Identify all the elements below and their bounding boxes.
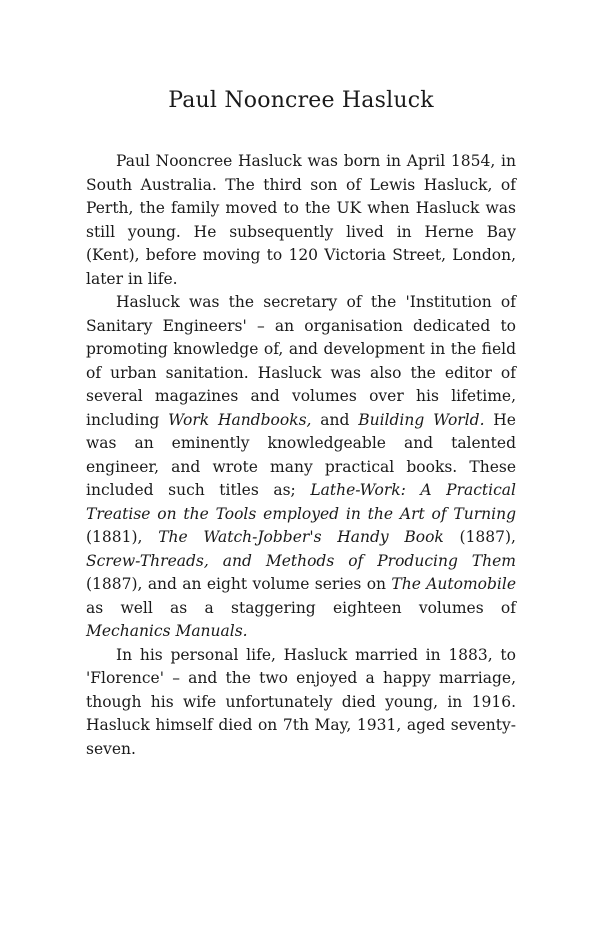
body-text-run: In his personal life, Hasluck married in 1883, to 'Florence' – and the two enjoyed a happy marriage, though his wife unfortunately died young, in 1916. Hasluck himself died on 7th May, 1931, aged seventy-seven. <box>86 645 516 758</box>
italic-title-text: Screw-Threads, and Methods of Producing Them <box>86 551 516 570</box>
italic-title-text: The Watch-Jobber's Handy Book <box>158 528 444 546</box>
italic-title-text: Work Handbooks, <box>168 410 312 429</box>
body-text-run: Paul Nooncree Hasluck was born in April 1854, in South Australia. The third son of Lewis Hasluck, of Perth, the family moved to the UK when Hasluck was still young. He subsequently lived in Herne Bay (Kent), before moving to 120 Victoria Street, London, later in life. <box>86 152 516 288</box>
body-text-run: (1887), <box>443 528 516 546</box>
paragraph <box>86 291 516 644</box>
italic-title-text: The Automobile <box>391 575 516 593</box>
italic-title-text: Building World. <box>358 410 485 429</box>
paragraph <box>86 644 516 762</box>
body-text-run: (1881), <box>86 528 159 546</box>
body-text-run: He was an eminently knowledgeable and talented engineer, and wrote many practical books. These included such titles as; <box>86 410 516 499</box>
body-text-run: and <box>311 410 359 429</box>
body-text-run: as well as a staggering eighteen volumes of <box>86 598 516 617</box>
body-text-run: (1887), and an eight volume series on <box>86 575 392 593</box>
italic-title-text: Mechanics Manuals. <box>86 622 248 640</box>
paragraph <box>86 150 516 291</box>
biography-text <box>86 150 516 761</box>
body-text-run: Hasluck was the secretary of the 'Institution of Sanitary Engineers' – an organisation dedicated to promoting knowledge of, and development in the field of urban sanitation. Hasluck was also the editor of several magazines and volumes over his lifetime, including <box>86 293 516 429</box>
italic-title-text: Lathe-Work: A Practical Treatise on the Tools employed in the Art of Turning <box>86 481 516 523</box>
page-title: Paul Nooncree Hasluck <box>168 88 434 113</box>
